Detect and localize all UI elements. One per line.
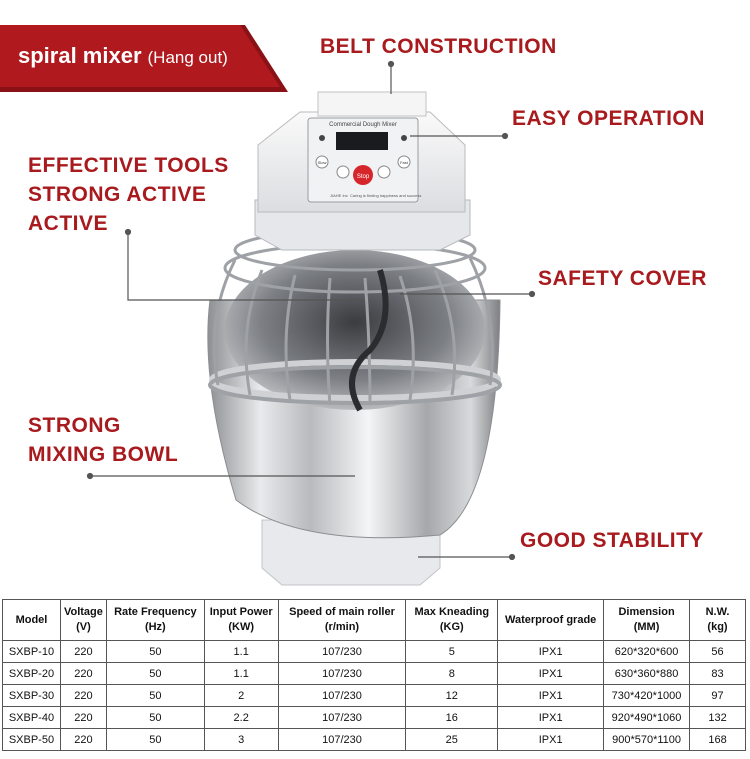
table-header-row <box>3 600 746 641</box>
table-header-line: Waterproof grade <box>505 613 597 626</box>
banner-subtitle: (Hang out) <box>147 48 228 67</box>
table-cell: 220 <box>60 663 106 685</box>
table-cell: 107/230 <box>278 685 406 707</box>
stop-button-label: Stop <box>356 174 370 180</box>
table-cell: 3 <box>204 729 278 751</box>
stability-leader-dot <box>510 555 515 560</box>
table-cell: 1.1 <box>204 641 278 663</box>
table-header-line: Dimension <box>618 606 675 618</box>
table-header-cell <box>278 600 406 641</box>
table-cell: 220 <box>60 707 106 729</box>
table-header-line: (V) <box>76 621 91 633</box>
table-cell: SXBP-40 <box>3 707 61 729</box>
table-header-cell <box>406 600 498 641</box>
table-header-cell <box>498 600 604 641</box>
safety-leader-dot <box>530 292 535 297</box>
label-strong-mixing-bowl-line: MIXING BOWL <box>28 443 179 466</box>
table-header-cell <box>690 600 746 641</box>
table-cell: 1.1 <box>204 663 278 685</box>
table-cell: 107/230 <box>278 641 406 663</box>
table-cell: 107/230 <box>278 663 406 685</box>
tools-leader-line <box>128 232 365 300</box>
table-cell: 168 <box>690 729 746 751</box>
table-header-line: N.W. <box>705 606 730 618</box>
label-effective-tools-line: EFFECTIVE TOOLS <box>28 154 229 177</box>
table-header-line: (MM) <box>633 621 660 633</box>
table-cell: 620*320*600 <box>604 641 690 663</box>
table-cell: IPX1 <box>498 685 604 707</box>
table-row <box>3 663 746 685</box>
table-cell: 220 <box>60 729 106 751</box>
table-header-cell <box>3 600 61 641</box>
table-header-line: (KW) <box>228 621 255 633</box>
slow-button-label: Slow <box>317 160 327 165</box>
label-belt-construction: BELT CONSTRUCTION <box>320 35 557 58</box>
label-strong-mixing-bowl-line: STRONG <box>28 414 121 437</box>
table-header-line: (KG) <box>439 621 464 633</box>
table-cell: SXBP-20 <box>3 663 61 685</box>
table-header-cell <box>604 600 690 641</box>
table-header-line: (kg) <box>707 621 728 633</box>
easy-leader-dot <box>503 134 508 139</box>
table-row <box>3 685 746 707</box>
panel-note: Caring is finding happiness and success <box>350 193 422 198</box>
table-header-line: Rate Frequency <box>114 606 197 618</box>
label-good-stability: GOOD STABILITY <box>520 529 704 552</box>
table-cell: 107/230 <box>278 729 406 751</box>
table-header-cell <box>204 600 278 641</box>
table-cell: 630*360*880 <box>604 663 690 685</box>
belt-leader-dot <box>389 62 394 67</box>
panel-header: Commercial Dough Mixer <box>329 122 397 128</box>
table-cell: 132 <box>690 707 746 729</box>
table-body <box>3 641 746 751</box>
table-row <box>3 707 746 729</box>
table-cell: 220 <box>60 685 106 707</box>
table-cell: SXBP-30 <box>3 685 61 707</box>
table-header-line: Max Kneading <box>414 606 490 618</box>
panel-brand: JIAHE Inc <box>330 193 348 198</box>
table-cell: 50 <box>106 729 204 751</box>
table-header-line: Speed of main roller <box>289 606 395 618</box>
table-cell: IPX1 <box>498 641 604 663</box>
specifications-table <box>2 599 746 751</box>
table-header-line: (r/min) <box>324 621 360 633</box>
table-cell: 5 <box>406 641 498 663</box>
table-cell: SXBP-50 <box>3 729 61 751</box>
bowl-leader-dot <box>88 474 93 479</box>
label-easy-operation: EASY OPERATION <box>512 107 705 130</box>
table-header-cell <box>60 600 106 641</box>
table-row <box>3 641 746 663</box>
table-cell: 97 <box>690 685 746 707</box>
table-cell: 2 <box>204 685 278 707</box>
table-cell: 107/230 <box>278 707 406 729</box>
table-cell: 50 <box>106 641 204 663</box>
table-cell: SXBP-10 <box>3 641 61 663</box>
table-header-line: (Hz) <box>144 621 166 633</box>
table-cell: IPX1 <box>498 663 604 685</box>
table-cell: IPX1 <box>498 729 604 751</box>
table-header-line: Voltage <box>63 606 103 618</box>
label-strong-mixing-bowl <box>28 411 178 469</box>
table-row <box>3 729 746 751</box>
table-cell: 50 <box>106 663 204 685</box>
table-cell: 25 <box>406 729 498 751</box>
table-cell: 730*420*1000 <box>604 685 690 707</box>
fast-button-label: Fast <box>400 160 408 165</box>
label-safety-cover: SAFETY COVER <box>538 267 707 290</box>
table-cell: 900*570*1100 <box>604 729 690 751</box>
label-effective-tools-line: ACTIVE <box>28 212 109 235</box>
banner-title: spiral mixer (Hang out) <box>18 43 228 68</box>
table-cell: 8 <box>406 663 498 685</box>
table-cell: 920*490*1060 <box>604 707 690 729</box>
table-header-line: Input Power <box>209 606 273 618</box>
label-effective-tools-line: STRONG ACTIVE <box>28 183 207 206</box>
table-cell: 50 <box>106 685 204 707</box>
table-cell: 16 <box>406 707 498 729</box>
table-cell: 83 <box>690 663 746 685</box>
table-cell: 50 <box>106 707 204 729</box>
table-header-cell <box>106 600 204 641</box>
table-cell: 56 <box>690 641 746 663</box>
table-cell: 2.2 <box>204 707 278 729</box>
table-cell: 220 <box>60 641 106 663</box>
table-cell: 12 <box>406 685 498 707</box>
table-header-line: Model <box>15 613 48 626</box>
label-effective-tools <box>28 151 229 238</box>
table-cell: IPX1 <box>498 707 604 729</box>
